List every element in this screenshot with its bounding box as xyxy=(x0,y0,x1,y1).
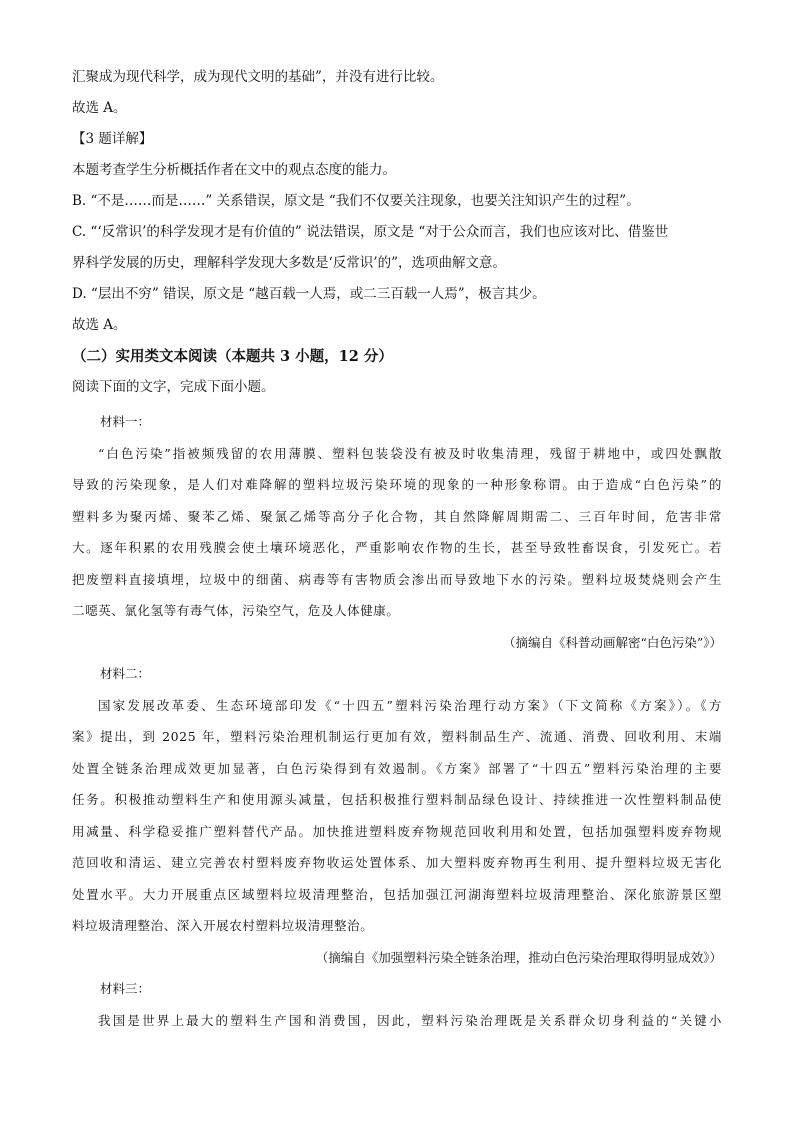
material-2-line: 处置水平。大力开展重点区域塑料垃圾清理整治，包括加强江河湖海塑料垃圾清理整治、深化旅游景区塑 xyxy=(72,886,722,902)
q3-option-c-line-1: C. “‘反常识’的科学发现才是有价值的” 说法错误，原文是 “对于公众而言，我们也应该对比、借鉴世 xyxy=(72,224,669,240)
material-1-line: 把废塑料直接填埋，垃圾中的细菌、病毒等有害物质会渗出而导致地下水的污染。塑料垃圾焚烧则会产生 xyxy=(72,571,722,587)
material-1-line: 二噁英、氯化氢等有毒气体，污染空气，危及人体健康。 xyxy=(72,603,400,618)
material-1-source: （摘编自《科普动画解密“白色污染”》） xyxy=(502,634,722,650)
material-1-line: “白色污染”指被频残留的农用薄膜、塑料包装袋没有被及时收集清理，残留于耕地中，或四处飘散 xyxy=(98,445,722,461)
material-2-line: 料垃圾清理整治、深入开展农村塑料垃圾清理整治。 xyxy=(72,918,374,933)
material-2-line: 范回收和清运、建立完善农村塑料废弃物收运处置体系、加大塑料废弃物再生利用、提升塑料垃圾无害化 xyxy=(72,855,722,870)
material-2-label: 材料二： xyxy=(100,666,151,681)
material-1-line: 导致的污染现象，是人们对难降解的塑料垃圾污染环境的现象的一种形象称谓。由于造成“白色污染”的 xyxy=(72,477,722,492)
q3-option-b: B. “不是……而是……” 关系错误，原文是 “我们不仅要关注现象，也要关注知识产生的过程”。 xyxy=(72,193,640,209)
material-2-source: （摘编自《加强塑料污染全链条治理，推动白色污染治理取得明显成效》） xyxy=(315,949,722,965)
q3-line-1: 本题考查学生分析概括作者在文中的观点态度的能力。 xyxy=(72,162,396,178)
intro-line-2: 故选 A。 xyxy=(72,100,127,116)
q3-option-c-line-2: 界科学发展的历史，理解科学发现大多数是‘反常识’的”，选项曲解文意。 xyxy=(72,255,506,271)
material-2-line: 任务。积极推动塑料生产和使用源头减量，包括积极推行塑料制品绿色设计、持续推进一次性塑料制品使 xyxy=(72,792,722,807)
section-title: （二）实用类文本阅读（本题共 3 小题，12 分） xyxy=(72,348,393,365)
material-2-line: 处置全链条治理成效更加显著，白色污染得到有效遏制。《方案》部署了“十四五”塑料污染治理的主要 xyxy=(72,760,722,776)
material-2-line: 用减量、科学稳妥推广塑料替代产品。加快推进塑料废弃物规范回收利用和处置，包括加强塑料废弃物规 xyxy=(72,823,722,839)
material-3-line: 我国是世界上最大的塑料生产国和消费国，因此，塑料污染治理既是关系群众切身利益的“关键小 xyxy=(98,1012,722,1028)
material-1-line: 大。逐年积累的农用残膜会使土壤环境恶化，严重影响农作物的生长，甚至导致牲畜误食，引发死亡。若 xyxy=(72,540,722,555)
material-1-line: 塑料多为聚丙烯、聚苯乙烯、聚氯乙烯等高分子化合物，其自然降解周期需二、三百年时间，危害非常 xyxy=(72,508,722,524)
material-1-label: 材料一： xyxy=(100,414,151,429)
document-page xyxy=(72,62,722,1036)
q3-option-d: D. “层出不穷” 错误，原文是 “越百载一人焉，或二三百载一人焉”，极言其少。 xyxy=(72,286,546,302)
section-instruction: 阅读下面的文字，完成下面小题。 xyxy=(72,379,275,395)
q3-answer: 故选 A。 xyxy=(72,317,127,333)
material-3-body xyxy=(72,1005,722,1037)
q3-heading: 【3 题详解】 xyxy=(72,131,153,147)
material-2-line: 案》提出，到 2025 年，塑料污染治理机制运行更加有效，塑料制品生产、流通、消费、回收利用、末端 xyxy=(72,729,722,744)
intro-line-1: 汇聚成为现代科学，成为现代文明的基础”，并没有进行比较。 xyxy=(72,69,444,85)
material-2-line: 国家发展改革委、生态环境部印发《“十四五”塑料污染治理行动方案》（下文简称《方案》）。《方 xyxy=(98,697,722,713)
material-2-body xyxy=(72,690,722,942)
material-3-label: 材料三： xyxy=(100,981,151,996)
material-1-body xyxy=(72,438,722,627)
